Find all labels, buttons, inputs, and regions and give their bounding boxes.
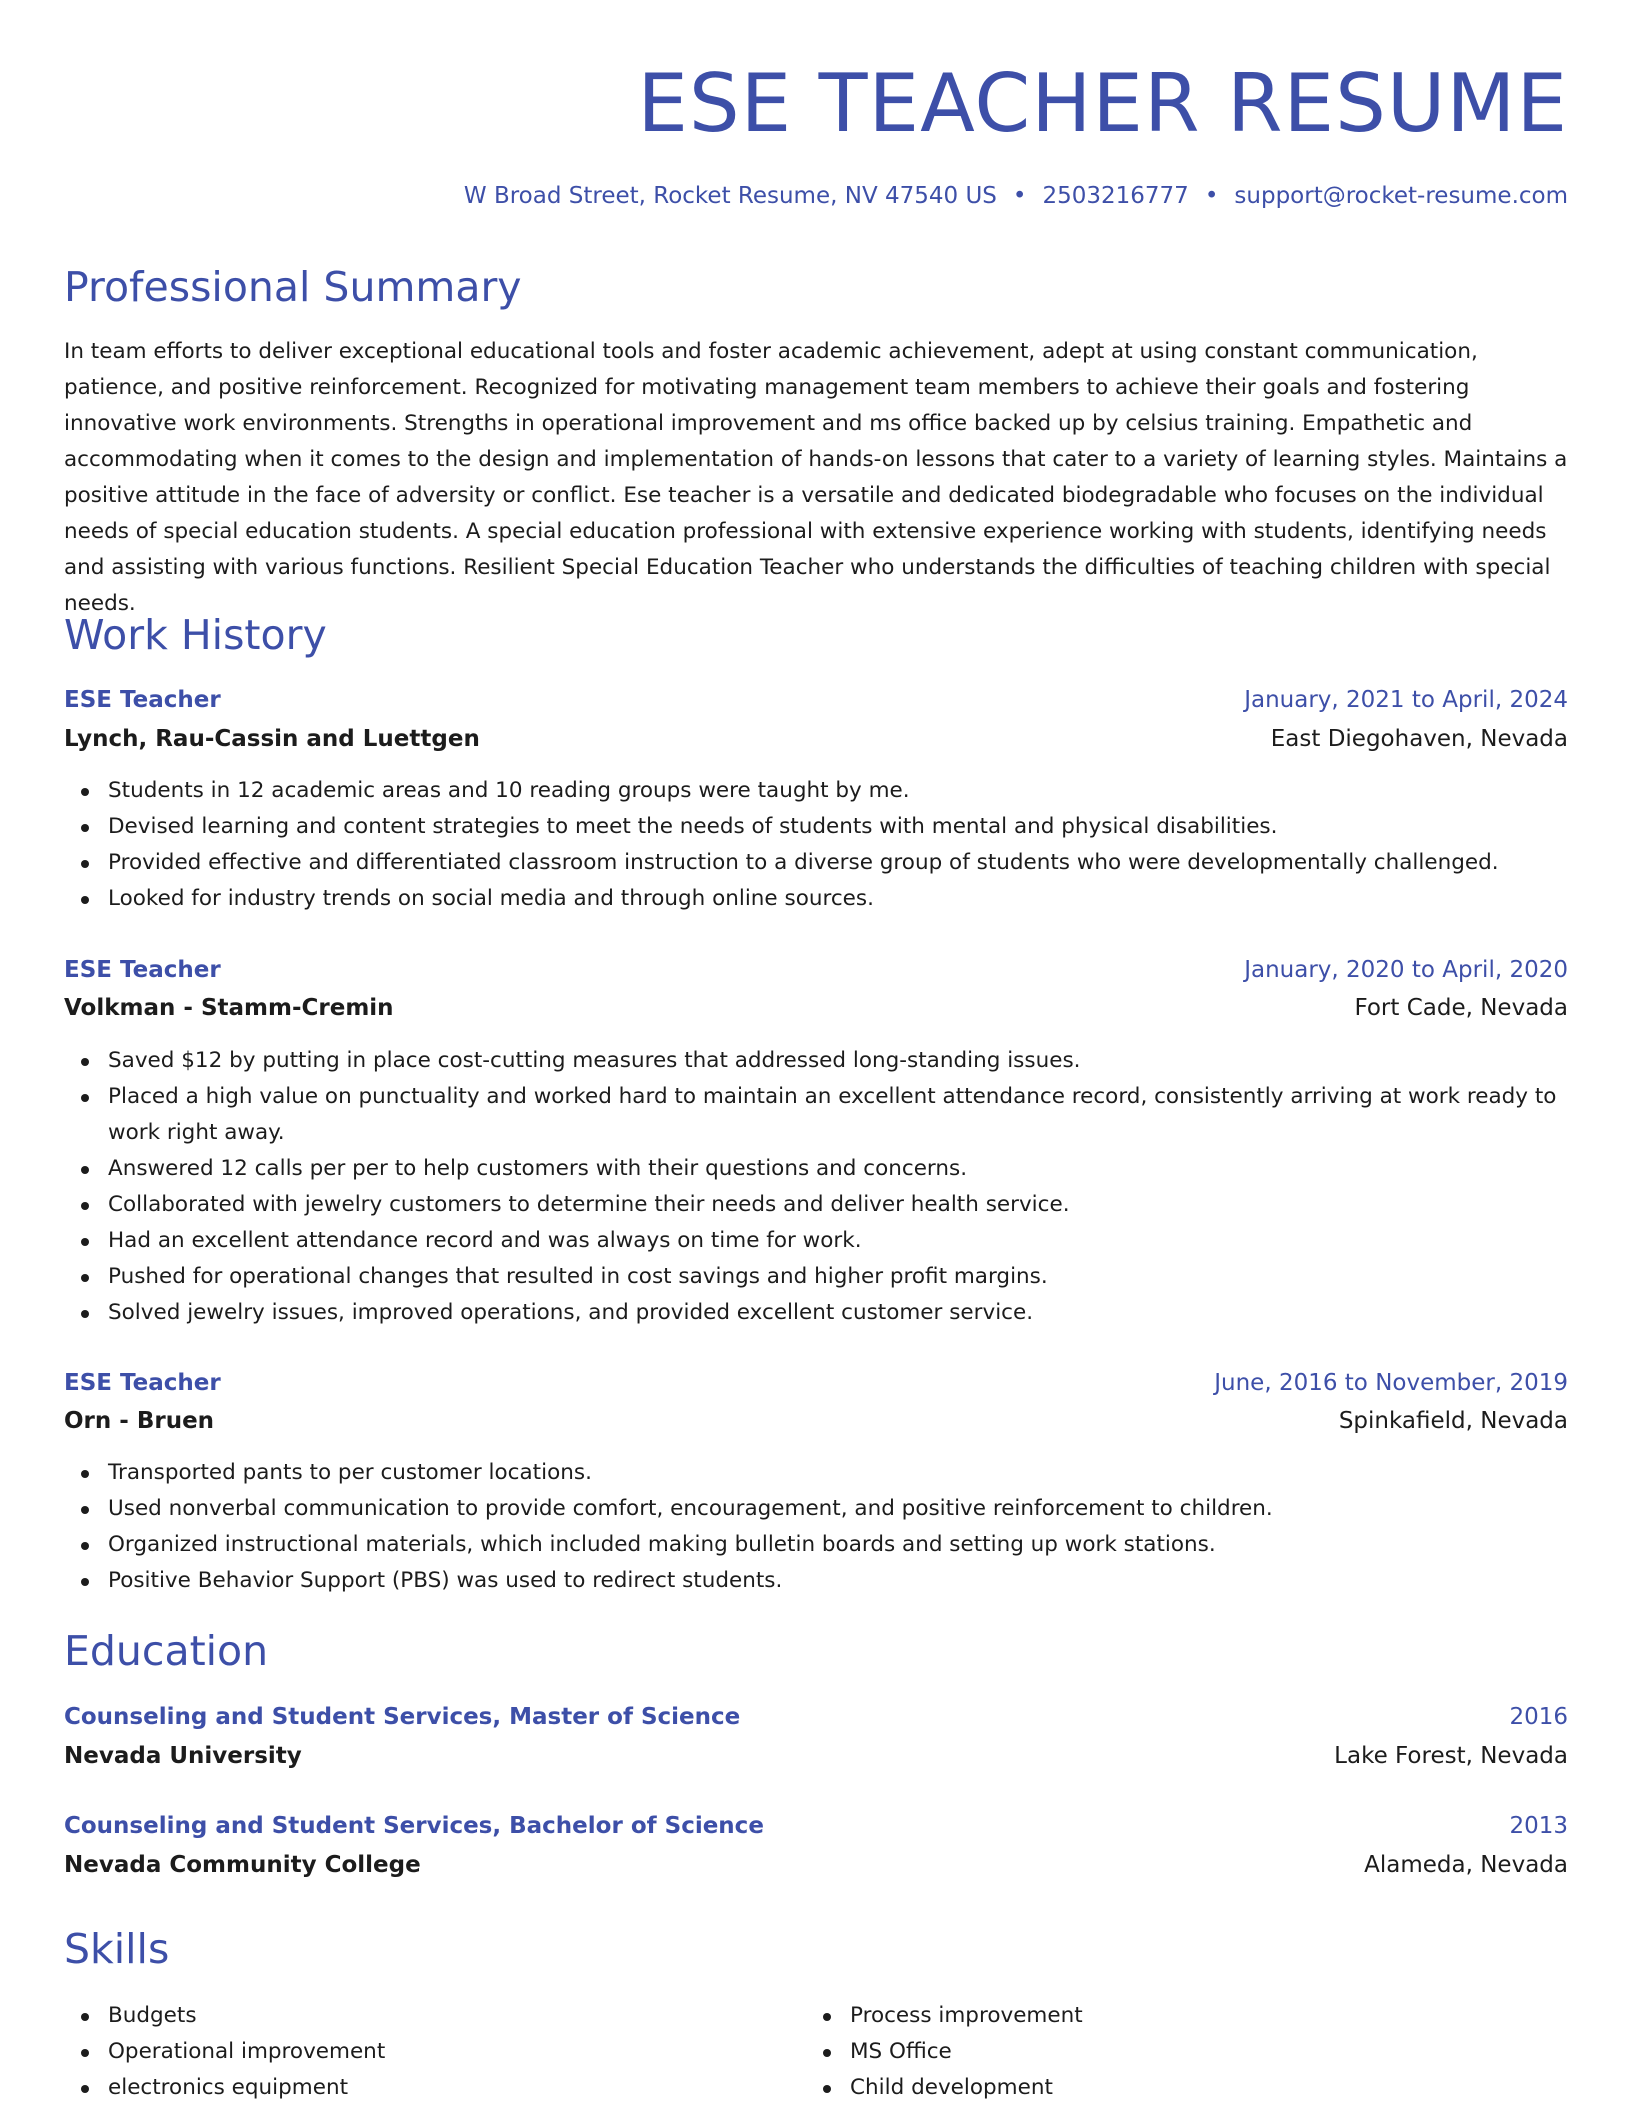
- summary-heading: Professional Summary: [64, 263, 522, 311]
- job-1-location: East Diegohaven, Nevada: [1270, 726, 1568, 752]
- education-1-year: 2016: [1509, 1704, 1568, 1730]
- job-2-company: Volkman - Stamm-Cremin: [64, 995, 394, 1021]
- list-item: Solved jewelry issues, improved operations, and provided excellent customer service.: [64, 1295, 1568, 1331]
- job-3-role: ESE Teacher: [64, 1370, 221, 1396]
- job-2-subheader: [64, 991, 1568, 1025]
- skill-item: Operational improvement: [64, 2034, 806, 2070]
- skills-right-column: [806, 1998, 1548, 2106]
- education-2-school: Nevada Community College: [64, 1852, 421, 1878]
- job-2-bullets: [64, 1043, 1568, 1331]
- skill-item: Child development: [806, 2070, 1548, 2106]
- summary-text: In team efforts to deliver exceptional educational tools and foster academic achievement, adept at using constant communication, patience, and positive reinforcement. Recognized for motivating management team members to achieve their goals and fostering innovative work environments. Strengths in operational improvement and ms office backed up by celsius training. Empathetic and accommodating when it comes to the design and implementation of hands-on lessons that cater to a variety of learning styles. Maintains a positive attitude in the face of adversity or conflict. Ese teacher is a versatile and dedicated biodegradable who focuses on the individual needs of special education students. A special education professional with extensive experience working with students, identifying needs and assisting with various functions. Resilient Special Education Teacher who understands the difficulties of teaching children with special needs.: [64, 339, 1568, 616]
- work-history-heading: Work History: [64, 611, 327, 659]
- list-item: Used nonverbal communication to provide comfort, encouragement, and positive reinforcement to children.: [64, 1491, 1568, 1527]
- education-2-location: Alameda, Nevada: [1364, 1852, 1568, 1878]
- job-1-dates: January, 2021 to April, 2024: [1244, 687, 1568, 713]
- education-2-degree: Counseling and Student Services, Bachelor of Science: [64, 1813, 764, 1839]
- list-item: Answered 12 calls per per to help customers with their questions and concerns.: [64, 1151, 1568, 1187]
- job-1-subheader: [64, 722, 1568, 756]
- email-link[interactable]: support@rocket-resume.com: [1234, 183, 1568, 209]
- education-1-location: Lake Forest, Nevada: [1334, 1743, 1568, 1769]
- education-1-degree: Counseling and Student Services, Master of Science: [64, 1704, 741, 1730]
- education-1-school: Nevada University: [64, 1743, 302, 1769]
- phone-text: 2503216777: [1042, 183, 1189, 209]
- separator-dot: •: [1204, 183, 1219, 209]
- job-1-header: [64, 683, 1568, 717]
- education-heading: Education: [64, 1627, 269, 1675]
- list-item: Students in 12 academic areas and 10 reading groups were taught by me.: [64, 773, 1568, 809]
- list-item: Organized instructional materials, which included making bulletin boards and setting up work stations.: [64, 1527, 1568, 1563]
- list-item: Placed a high value on punctuality and worked hard to maintain an excellent attendance record, consistently arriving at work ready to work right away.: [64, 1079, 1568, 1151]
- education-2-header: [64, 1809, 1568, 1843]
- list-item: Positive Behavior Support (PBS) was used to redirect students.: [64, 1563, 1568, 1599]
- skills-left-column: [64, 1998, 806, 2106]
- education-2-year: 2013: [1509, 1813, 1568, 1839]
- job-2-location: Fort Cade, Nevada: [1354, 995, 1568, 1021]
- list-item: Looked for industry trends on social media and through online sources.: [64, 881, 1568, 917]
- skills-list: [64, 1998, 1568, 2106]
- job-3-subheader: [64, 1404, 1568, 1438]
- job-3-dates: June, 2016 to November, 2019: [1214, 1370, 1568, 1396]
- skill-item: electronics equipment: [64, 2070, 806, 2106]
- job-2-header: [64, 953, 1568, 987]
- address-text: W Broad Street, Rocket Resume, NV 47540 US: [463, 183, 997, 209]
- job-2-role: ESE Teacher: [64, 957, 221, 983]
- skill-item: Budgets: [64, 1998, 806, 2034]
- list-item: Pushed for operational changes that resulted in cost savings and higher profit margins.: [64, 1259, 1568, 1295]
- job-1-role: ESE Teacher: [64, 687, 221, 713]
- job-2-dates: January, 2020 to April, 2020: [1244, 957, 1568, 983]
- job-3-bullets: [64, 1455, 1568, 1599]
- list-item: Provided effective and differentiated classroom instruction to a diverse group of students who were developmentally challenged.: [64, 845, 1568, 881]
- list-item: Devised learning and content strategies to meet the needs of students with mental and physical disabilities.: [64, 809, 1568, 845]
- separator-dot: •: [1012, 183, 1027, 209]
- job-1-bullets: [64, 773, 1568, 917]
- job-3-company: Orn - Bruen: [64, 1408, 215, 1434]
- list-item: Saved $12 by putting in place cost-cutting measures that addressed long-standing issues.: [64, 1043, 1568, 1079]
- education-1-header: [64, 1700, 1568, 1734]
- list-item: Transported pants to per customer locations.: [64, 1455, 1568, 1491]
- skill-item: Process improvement: [806, 1998, 1548, 2034]
- list-item: Collaborated with jewelry customers to determine their needs and deliver health service.: [64, 1187, 1568, 1223]
- education-2-subheader: [64, 1848, 1568, 1882]
- list-item: Had an excellent attendance record and was always on time for work.: [64, 1223, 1568, 1259]
- job-3-header: [64, 1366, 1568, 1400]
- education-1-subheader: [64, 1739, 1568, 1773]
- resume-title: ESE TEACHER RESUME: [637, 57, 1568, 150]
- job-1-company: Lynch, Rau-Cassin and Luettgen: [64, 726, 480, 752]
- skills-heading: Skills: [64, 1925, 170, 1973]
- contact-line: [464, 180, 1568, 212]
- skill-item: MS Office: [806, 2034, 1548, 2070]
- job-3-location: Spinkafield, Nevada: [1338, 1408, 1568, 1434]
